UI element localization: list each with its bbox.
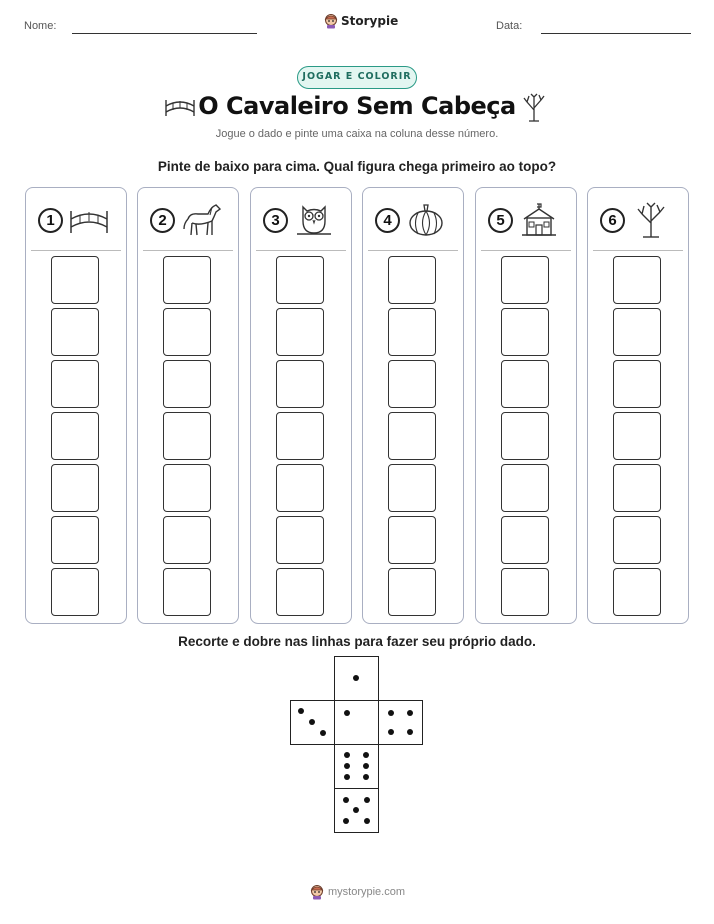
column-number: 3 [263,208,288,233]
column-divider [481,250,571,251]
subtitle: Jogue o dado e pinte uma caixa na coluna desse número. [215,128,499,140]
color-box[interactable] [613,568,661,616]
color-box[interactable] [276,516,324,564]
color-box[interactable] [501,516,549,564]
color-box[interactable] [501,256,549,304]
pumpkin-icon [405,201,447,244]
die-face-5 [334,788,379,833]
color-box[interactable] [163,516,211,564]
column-number: 6 [600,208,625,233]
column-2 [137,187,239,624]
color-box[interactable] [163,412,211,460]
die-pip [364,797,370,803]
bridge-icon [68,201,110,242]
die-pip [363,752,369,758]
die-pip [344,710,350,716]
column-5 [475,187,577,624]
brand-name: Storypie [341,14,399,28]
color-box[interactable] [51,464,99,512]
pie-mascot-icon [310,884,324,900]
die-pip [388,729,394,735]
column-6 [587,187,689,624]
die-face-4 [378,700,423,745]
footer-url[interactable]: mystorypie.com [328,886,406,898]
color-box[interactable] [163,568,211,616]
color-box[interactable] [613,256,661,304]
die-face-1-top [334,656,379,701]
owl-icon [293,201,335,244]
die-pip [388,710,394,716]
name-label: Nome: [24,20,57,32]
column-4 [362,187,464,624]
color-box[interactable] [51,568,99,616]
color-box[interactable] [51,412,99,460]
name-line[interactable] [72,33,257,34]
color-box[interactable] [276,412,324,460]
color-box[interactable] [388,568,436,616]
date-line[interactable] [541,33,691,34]
die-pip [344,774,350,780]
color-box[interactable] [388,308,436,356]
color-box[interactable] [51,256,99,304]
die-pip [363,774,369,780]
color-box[interactable] [388,412,436,460]
color-box[interactable] [613,516,661,564]
color-box[interactable] [388,360,436,408]
color-box[interactable] [613,308,661,356]
horse-icon [180,201,222,244]
column-number: 2 [150,208,175,233]
brand-logo [324,13,398,29]
color-box[interactable] [388,464,436,512]
color-box[interactable] [51,516,99,564]
color-box[interactable] [51,360,99,408]
die-face-1-center [334,700,379,745]
column-divider [593,250,683,251]
color-box[interactable] [388,256,436,304]
color-box[interactable] [613,412,661,460]
color-box[interactable] [163,360,211,408]
die-pip [363,763,369,769]
color-box[interactable] [163,464,211,512]
die-pip [353,807,359,813]
die-pip [407,710,413,716]
cut-instruction: Recorte e dobre nas linhas para fazer seu próprio dado. [178,634,536,649]
tree-icon [630,201,672,244]
color-box[interactable] [163,308,211,356]
schoolhouse-icon [518,201,560,244]
color-box[interactable] [613,464,661,512]
column-divider [31,250,121,251]
die-face-3 [290,700,335,745]
column-number: 1 [38,208,63,233]
footer [310,884,405,900]
pie-mascot-icon [324,13,338,29]
column-number: 5 [488,208,513,233]
column-divider [368,250,458,251]
die-pip [344,763,350,769]
die-pip [298,708,304,714]
die-pip [364,818,370,824]
color-box[interactable] [501,568,549,616]
column-number: 4 [375,208,400,233]
die-pip [343,797,349,803]
color-box[interactable] [276,568,324,616]
color-box[interactable] [501,308,549,356]
date-label: Data: [496,20,523,32]
color-box[interactable] [501,464,549,512]
instruction-text: Pinte de baixo para cima. Qual figura chega primeiro ao topo? [157,159,557,174]
color-box[interactable] [276,464,324,512]
page-title: O Cavaleiro Sem Cabeça [198,92,516,120]
die-pip [344,752,350,758]
color-box[interactable] [163,256,211,304]
category-badge: JOGAR E COLORIR [297,66,417,89]
color-box[interactable] [51,308,99,356]
column-divider [256,250,346,251]
color-box[interactable] [388,516,436,564]
column-divider [143,250,233,251]
die-pip [407,729,413,735]
die-pip [309,719,315,725]
color-box[interactable] [501,412,549,460]
color-box[interactable] [501,360,549,408]
color-box[interactable] [276,308,324,356]
die-pip [353,675,359,681]
color-box[interactable] [276,256,324,304]
tree-icon [520,92,548,127]
color-box[interactable] [276,360,324,408]
column-1 [25,187,127,624]
die-pip [343,818,349,824]
die-pip [320,730,326,736]
die-face-6 [334,744,379,789]
column-3 [250,187,352,624]
color-box[interactable] [613,360,661,408]
